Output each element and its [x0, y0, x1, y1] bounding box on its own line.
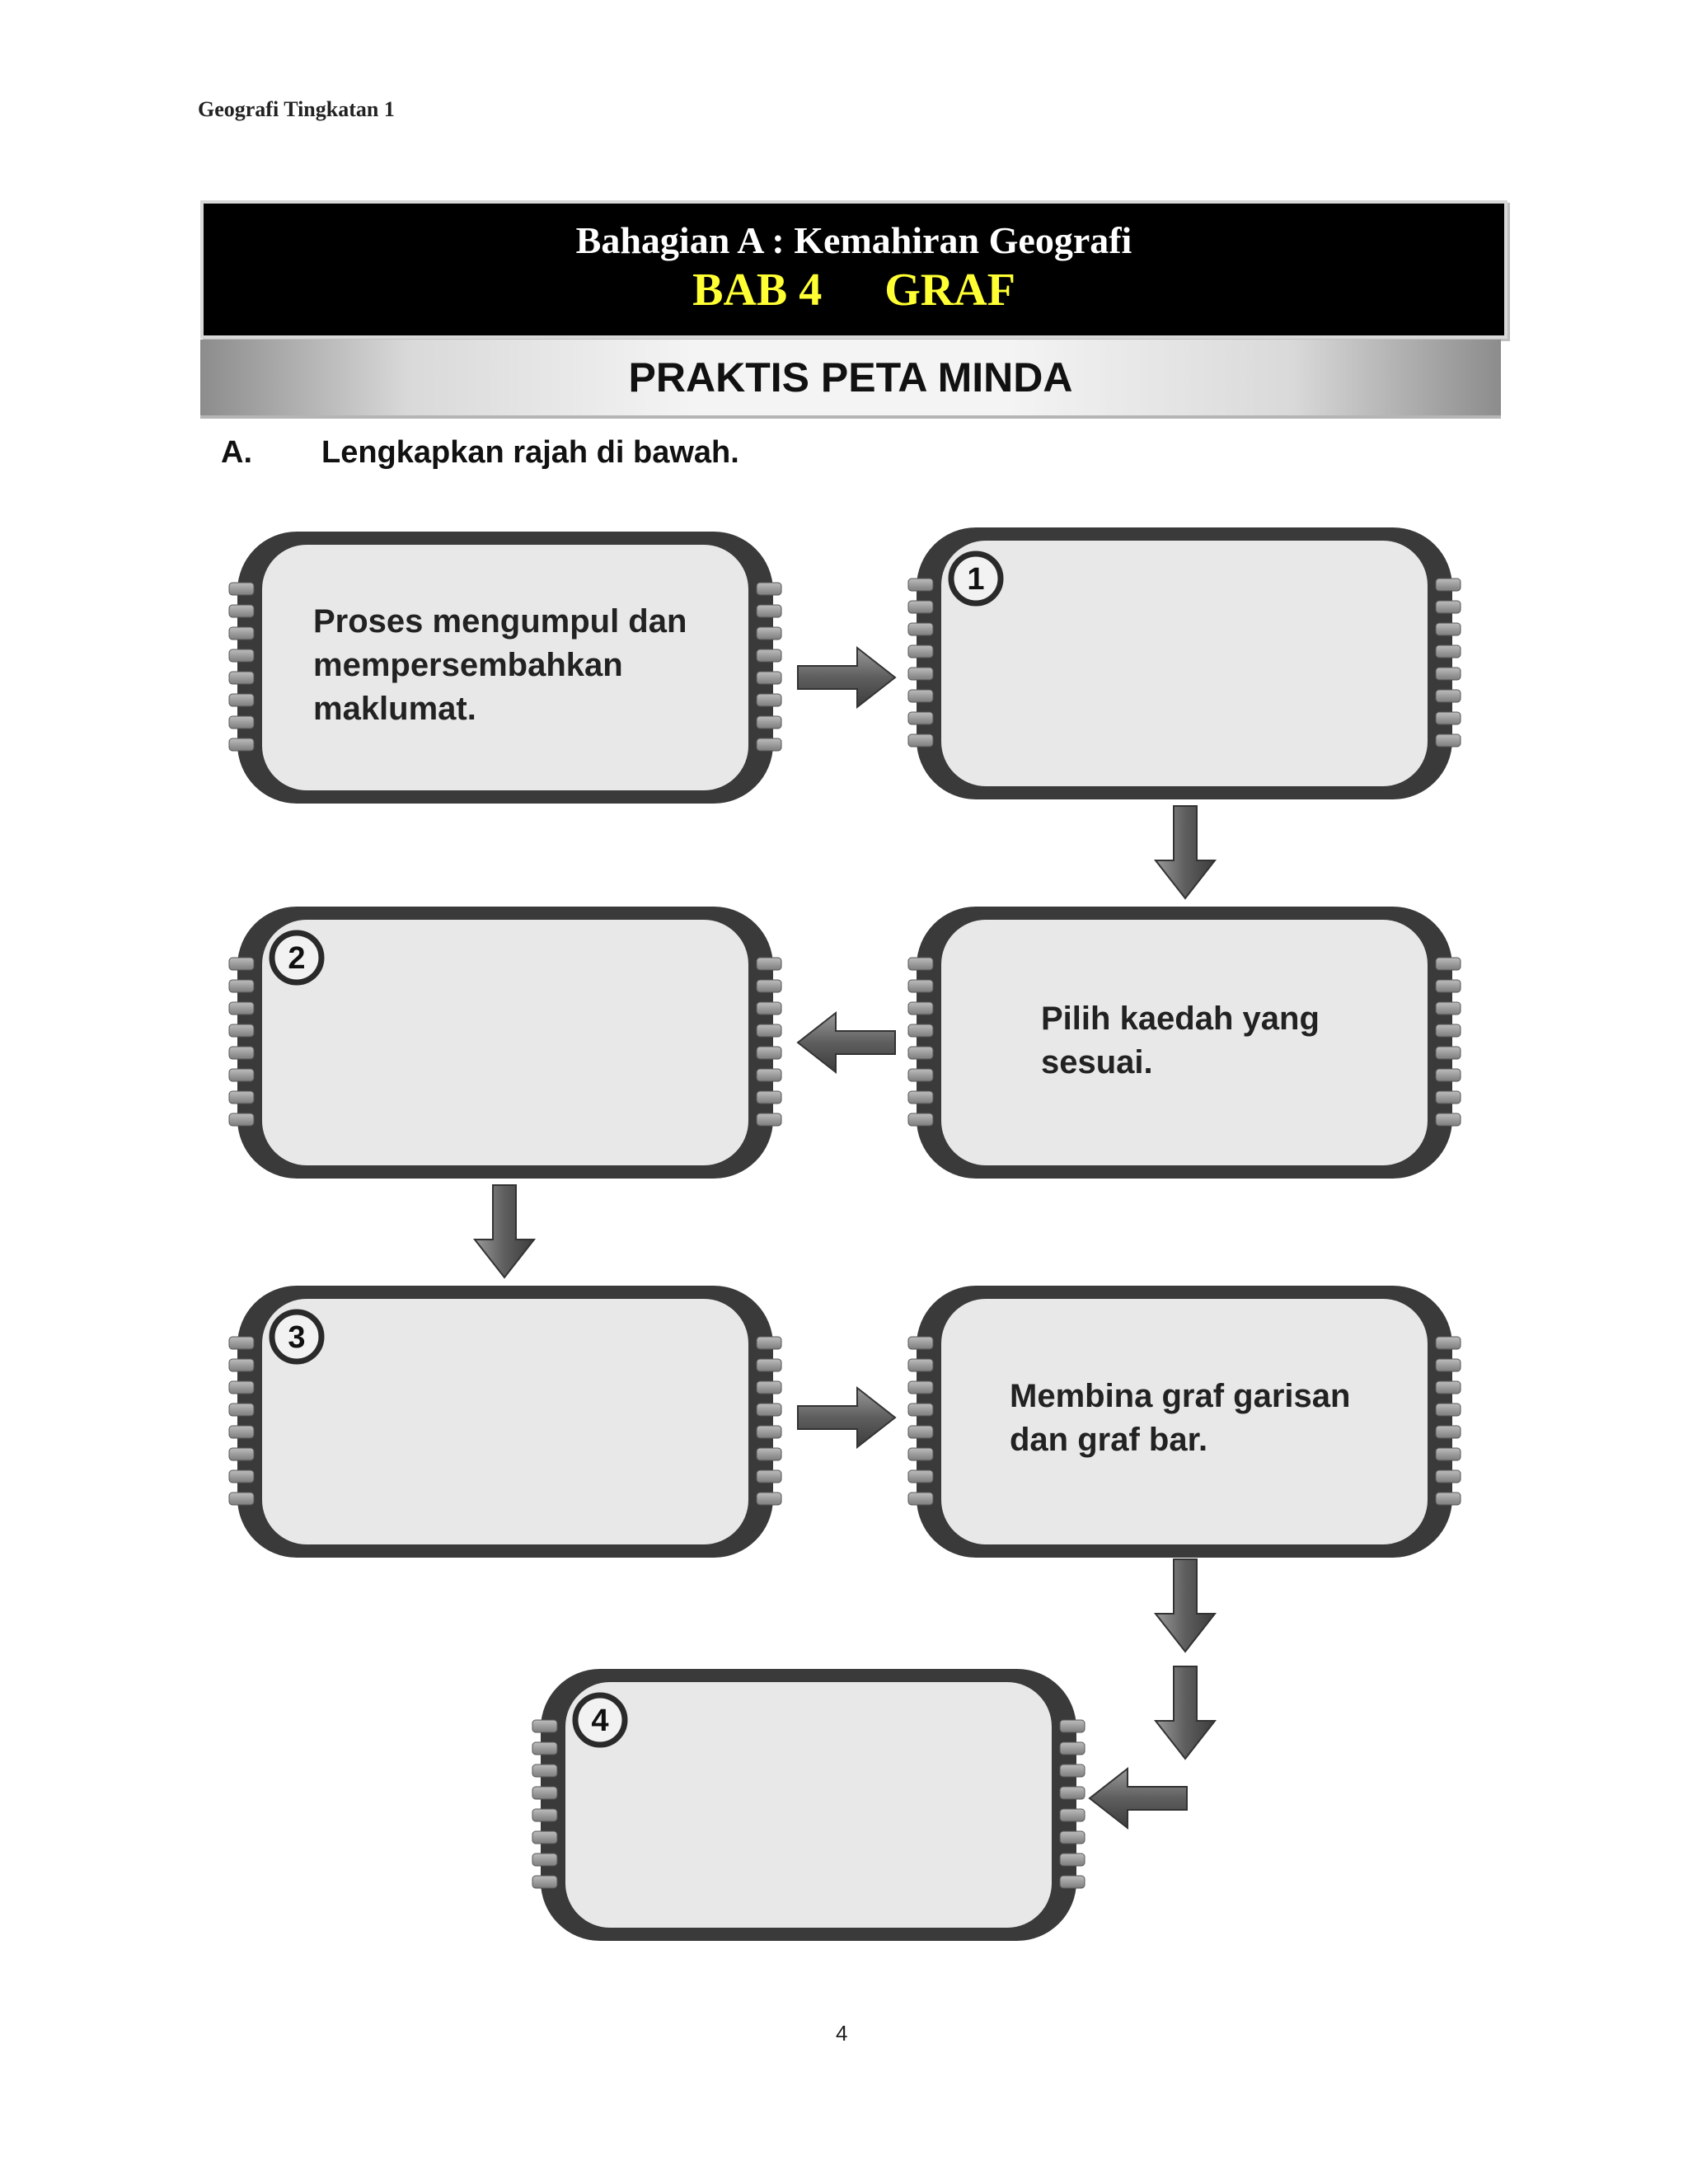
number-badge-label: 3 — [288, 1320, 306, 1355]
box-text-line: Membina graf garisan — [1010, 1378, 1351, 1414]
instruction-text: Lengkapkan rajah di bawah. — [321, 435, 739, 470]
arrow-left — [798, 1013, 895, 1072]
box-text — [313, 600, 687, 731]
page-number: 4 — [836, 2021, 848, 2046]
number-badge — [272, 933, 321, 982]
chapter-number: BAB 4 — [692, 265, 823, 316]
arrow-down — [1156, 806, 1215, 898]
mind-map-box — [229, 907, 781, 1179]
subtitle: PRAKTIS PETA MINDA — [628, 354, 1073, 401]
number-badge — [951, 554, 1001, 603]
arrow-down — [1156, 1559, 1215, 1652]
box-text — [1010, 1375, 1350, 1462]
number-badge-label: 2 — [288, 941, 306, 976]
arrow-right — [798, 648, 895, 707]
running-header: Geografi Tingkatan 1 — [198, 97, 395, 121]
section-title: Bahagian A : Kemahiran Geografi — [575, 219, 1132, 261]
number-badge — [272, 1312, 321, 1361]
number-badge-label: 4 — [591, 1704, 609, 1738]
box-text-line: Proses mengumpul dan — [313, 603, 687, 640]
arrow-down — [1156, 1666, 1215, 1759]
box-text-line: maklumat. — [313, 691, 476, 727]
number-badge — [575, 1695, 625, 1745]
mind-map-box — [908, 527, 1461, 799]
box-text — [1041, 997, 1320, 1085]
mind-map-box — [532, 1669, 1085, 1941]
instruction-letter: A. — [221, 435, 252, 470]
arrow-right — [798, 1388, 895, 1447]
box-text-line: dan graf bar. — [1010, 1422, 1208, 1458]
arrow-left — [1090, 1769, 1187, 1828]
box-text-line: sesuai. — [1041, 1044, 1153, 1080]
chapter-topic: GRAF — [884, 265, 1015, 316]
arrow-down — [475, 1185, 534, 1277]
box-text-line: mempersembahkan — [313, 647, 623, 683]
number-badge-label: 1 — [967, 562, 985, 597]
mind-map-box — [229, 1286, 781, 1558]
box-text-line: Pilih kaedah yang — [1041, 1001, 1320, 1037]
